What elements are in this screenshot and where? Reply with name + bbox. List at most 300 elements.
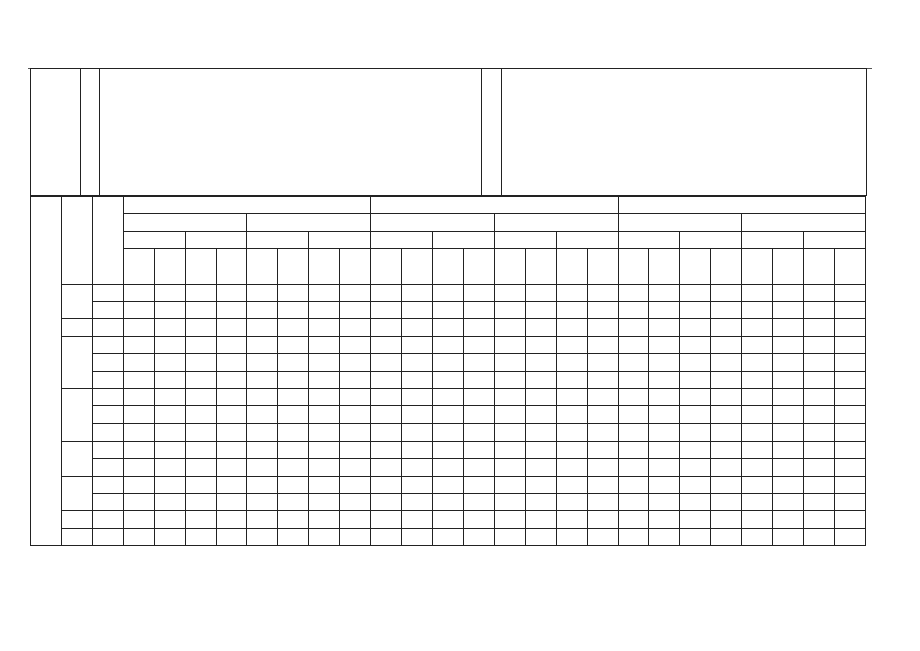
grade-entry-cell[interactable] xyxy=(278,319,309,337)
grade-entry-cell[interactable] xyxy=(834,354,865,372)
grade-entry-cell[interactable] xyxy=(463,319,494,337)
grade-entry-cell[interactable] xyxy=(247,459,278,477)
grade-entry-cell[interactable] xyxy=(742,424,773,442)
grade-entry-cell[interactable] xyxy=(587,442,618,459)
grade-entry-cell[interactable] xyxy=(278,494,309,511)
grade-entry-cell[interactable] xyxy=(123,285,154,302)
grade-entry-cell[interactable] xyxy=(340,511,371,529)
grade-entry-cell[interactable] xyxy=(432,372,463,389)
grade-entry-cell[interactable] xyxy=(587,389,618,406)
grade-entry-cell[interactable] xyxy=(216,459,247,477)
grade-entry-cell[interactable] xyxy=(463,511,494,529)
grade-entry-cell[interactable] xyxy=(525,424,556,442)
grade-entry-cell[interactable] xyxy=(649,494,680,511)
grade-entry-cell[interactable] xyxy=(247,511,278,529)
grade-entry-cell[interactable] xyxy=(154,477,185,494)
grade-entry-cell[interactable] xyxy=(185,337,216,354)
grade-entry-cell[interactable] xyxy=(494,406,525,424)
grade-entry-cell[interactable] xyxy=(680,442,711,459)
grade-entry-cell[interactable] xyxy=(432,477,463,494)
grade-entry-cell[interactable] xyxy=(494,442,525,459)
grade-entry-cell[interactable] xyxy=(432,442,463,459)
grade-entry-cell[interactable] xyxy=(278,529,309,546)
grade-entry-cell[interactable] xyxy=(525,372,556,389)
grade-entry-cell[interactable] xyxy=(742,442,773,459)
grade-entry-cell[interactable] xyxy=(494,494,525,511)
grade-entry-cell[interactable] xyxy=(618,285,649,302)
grade-entry-cell[interactable] xyxy=(247,529,278,546)
grade-entry-cell[interactable] xyxy=(216,319,247,337)
grade-entry-cell[interactable] xyxy=(340,529,371,546)
grade-entry-cell[interactable] xyxy=(278,442,309,459)
grade-entry-cell[interactable] xyxy=(278,302,309,319)
grade-entry-cell[interactable] xyxy=(340,389,371,406)
grade-entry-cell[interactable] xyxy=(834,302,865,319)
grade-entry-cell[interactable] xyxy=(711,424,742,442)
grade-entry-cell[interactable] xyxy=(742,494,773,511)
grade-entry-cell[interactable] xyxy=(216,389,247,406)
grade-entry-cell[interactable] xyxy=(402,529,433,546)
grade-entry-cell[interactable] xyxy=(123,529,154,546)
grade-entry-cell[interactable] xyxy=(649,372,680,389)
grade-entry-cell[interactable] xyxy=(247,389,278,406)
grade-entry-cell[interactable] xyxy=(680,511,711,529)
grade-entry-cell[interactable] xyxy=(216,424,247,442)
grade-entry-cell[interactable] xyxy=(247,494,278,511)
grade-entry-cell[interactable] xyxy=(773,442,804,459)
grade-entry-cell[interactable] xyxy=(711,442,742,459)
grade-entry-cell[interactable] xyxy=(556,389,587,406)
grade-entry-cell[interactable] xyxy=(340,406,371,424)
grade-entry-cell[interactable] xyxy=(618,494,649,511)
grade-entry-cell[interactable] xyxy=(123,302,154,319)
grade-entry-cell[interactable] xyxy=(463,372,494,389)
grade-entry-cell[interactable] xyxy=(742,511,773,529)
grade-entry-cell[interactable] xyxy=(309,477,340,494)
grade-entry-cell[interactable] xyxy=(402,285,433,302)
grade-entry-cell[interactable] xyxy=(773,337,804,354)
grade-entry-cell[interactable] xyxy=(309,494,340,511)
grade-entry-cell[interactable] xyxy=(278,372,309,389)
grade-entry-cell[interactable] xyxy=(371,406,402,424)
grade-entry-cell[interactable] xyxy=(340,459,371,477)
grade-entry-cell[interactable] xyxy=(834,389,865,406)
grade-entry-cell[interactable] xyxy=(742,354,773,372)
grade-entry-cell[interactable] xyxy=(742,319,773,337)
grade-entry-cell[interactable] xyxy=(494,477,525,494)
grade-entry-cell[interactable] xyxy=(432,285,463,302)
grade-entry-cell[interactable] xyxy=(494,389,525,406)
grade-entry-cell[interactable] xyxy=(525,477,556,494)
grade-entry-cell[interactable] xyxy=(773,389,804,406)
grade-entry-cell[interactable] xyxy=(834,511,865,529)
grade-entry-cell[interactable] xyxy=(587,477,618,494)
grade-entry-cell[interactable] xyxy=(402,477,433,494)
grade-entry-cell[interactable] xyxy=(525,319,556,337)
grade-entry-cell[interactable] xyxy=(463,424,494,442)
grade-entry-cell[interactable] xyxy=(525,442,556,459)
grade-entry-cell[interactable] xyxy=(618,354,649,372)
grade-entry-cell[interactable] xyxy=(123,354,154,372)
grade-entry-cell[interactable] xyxy=(649,406,680,424)
grade-entry-cell[interactable] xyxy=(680,319,711,337)
grade-entry-cell[interactable] xyxy=(154,389,185,406)
grade-entry-cell[interactable] xyxy=(154,529,185,546)
grade-entry-cell[interactable] xyxy=(649,424,680,442)
grade-entry-cell[interactable] xyxy=(371,372,402,389)
grade-entry-cell[interactable] xyxy=(123,459,154,477)
grade-entry-cell[interactable] xyxy=(525,337,556,354)
grade-entry-cell[interactable] xyxy=(556,319,587,337)
grade-entry-cell[interactable] xyxy=(185,406,216,424)
grade-entry-cell[interactable] xyxy=(278,477,309,494)
grade-entry-cell[interactable] xyxy=(587,424,618,442)
grade-entry-cell[interactable] xyxy=(711,459,742,477)
grade-entry-cell[interactable] xyxy=(247,285,278,302)
grade-entry-cell[interactable] xyxy=(618,442,649,459)
grade-entry-cell[interactable] xyxy=(432,424,463,442)
grade-entry-cell[interactable] xyxy=(154,424,185,442)
grade-entry-cell[interactable] xyxy=(154,372,185,389)
grade-entry-cell[interactable] xyxy=(587,494,618,511)
grade-entry-cell[interactable] xyxy=(371,477,402,494)
grade-entry-cell[interactable] xyxy=(216,285,247,302)
grade-entry-cell[interactable] xyxy=(463,389,494,406)
grade-entry-cell[interactable] xyxy=(587,285,618,302)
grade-entry-cell[interactable] xyxy=(649,511,680,529)
grade-entry-cell[interactable] xyxy=(463,494,494,511)
grade-entry-cell[interactable] xyxy=(123,477,154,494)
grade-entry-cell[interactable] xyxy=(834,406,865,424)
grade-entry-cell[interactable] xyxy=(216,442,247,459)
grade-entry-cell[interactable] xyxy=(371,337,402,354)
grade-entry-cell[interactable] xyxy=(371,424,402,442)
grade-entry-cell[interactable] xyxy=(154,319,185,337)
grade-entry-cell[interactable] xyxy=(278,511,309,529)
grade-entry-cell[interactable] xyxy=(463,442,494,459)
grade-entry-cell[interactable] xyxy=(711,529,742,546)
grade-entry-cell[interactable] xyxy=(278,389,309,406)
grade-entry-cell[interactable] xyxy=(804,424,835,442)
grade-entry-cell[interactable] xyxy=(402,424,433,442)
grade-entry-cell[interactable] xyxy=(216,529,247,546)
grade-entry-cell[interactable] xyxy=(649,337,680,354)
grade-entry-cell[interactable] xyxy=(680,337,711,354)
grade-entry-cell[interactable] xyxy=(371,494,402,511)
grade-entry-cell[interactable] xyxy=(278,337,309,354)
grade-entry-cell[interactable] xyxy=(185,285,216,302)
grade-entry-cell[interactable] xyxy=(340,302,371,319)
grade-entry-cell[interactable] xyxy=(247,406,278,424)
grade-entry-cell[interactable] xyxy=(185,494,216,511)
grade-entry-cell[interactable] xyxy=(556,494,587,511)
grade-entry-cell[interactable] xyxy=(556,459,587,477)
grade-entry-cell[interactable] xyxy=(185,319,216,337)
grade-entry-cell[interactable] xyxy=(432,459,463,477)
grade-entry-cell[interactable] xyxy=(463,477,494,494)
grade-entry-cell[interactable] xyxy=(618,319,649,337)
grade-entry-cell[interactable] xyxy=(123,442,154,459)
grade-entry-cell[interactable] xyxy=(525,494,556,511)
grade-entry-cell[interactable] xyxy=(711,372,742,389)
grade-entry-cell[interactable] xyxy=(711,477,742,494)
grade-entry-cell[interactable] xyxy=(309,459,340,477)
grade-entry-cell[interactable] xyxy=(340,442,371,459)
grade-entry-cell[interactable] xyxy=(309,337,340,354)
grade-entry-cell[interactable] xyxy=(618,406,649,424)
grade-entry-cell[interactable] xyxy=(216,406,247,424)
grade-entry-cell[interactable] xyxy=(216,372,247,389)
grade-entry-cell[interactable] xyxy=(680,302,711,319)
grade-entry-cell[interactable] xyxy=(216,511,247,529)
grade-entry-cell[interactable] xyxy=(278,354,309,372)
grade-entry-cell[interactable] xyxy=(711,389,742,406)
grade-entry-cell[interactable] xyxy=(556,511,587,529)
grade-entry-cell[interactable] xyxy=(618,459,649,477)
grade-entry-cell[interactable] xyxy=(494,511,525,529)
grade-entry-cell[interactable] xyxy=(773,494,804,511)
grade-entry-cell[interactable] xyxy=(494,302,525,319)
grade-entry-cell[interactable] xyxy=(463,285,494,302)
grade-entry-cell[interactable] xyxy=(680,285,711,302)
grade-entry-cell[interactable] xyxy=(773,529,804,546)
grade-entry-cell[interactable] xyxy=(154,442,185,459)
grade-entry-cell[interactable] xyxy=(711,406,742,424)
grade-entry-cell[interactable] xyxy=(432,302,463,319)
grade-entry-cell[interactable] xyxy=(278,459,309,477)
grade-entry-cell[interactable] xyxy=(834,424,865,442)
grade-entry-cell[interactable] xyxy=(834,477,865,494)
grade-entry-cell[interactable] xyxy=(525,459,556,477)
grade-entry-cell[interactable] xyxy=(680,477,711,494)
grade-entry-cell[interactable] xyxy=(185,511,216,529)
grade-entry-cell[interactable] xyxy=(804,337,835,354)
grade-entry-cell[interactable] xyxy=(432,389,463,406)
grade-entry-cell[interactable] xyxy=(711,285,742,302)
grade-entry-cell[interactable] xyxy=(804,354,835,372)
grade-entry-cell[interactable] xyxy=(340,494,371,511)
grade-entry-cell[interactable] xyxy=(432,406,463,424)
grade-entry-cell[interactable] xyxy=(154,494,185,511)
grade-entry-cell[interactable] xyxy=(834,442,865,459)
grade-entry-cell[interactable] xyxy=(402,319,433,337)
grade-entry-cell[interactable] xyxy=(680,424,711,442)
grade-entry-cell[interactable] xyxy=(402,442,433,459)
grade-entry-cell[interactable] xyxy=(711,511,742,529)
grade-entry-cell[interactable] xyxy=(154,337,185,354)
grade-entry-cell[interactable] xyxy=(340,424,371,442)
grade-entry-cell[interactable] xyxy=(587,372,618,389)
grade-entry-cell[interactable] xyxy=(556,529,587,546)
grade-entry-cell[interactable] xyxy=(804,494,835,511)
grade-entry-cell[interactable] xyxy=(649,285,680,302)
grade-entry-cell[interactable] xyxy=(154,354,185,372)
grade-entry-cell[interactable] xyxy=(309,389,340,406)
grade-entry-cell[interactable] xyxy=(123,424,154,442)
grade-entry-cell[interactable] xyxy=(525,302,556,319)
grade-entry-cell[interactable] xyxy=(742,372,773,389)
grade-entry-cell[interactable] xyxy=(402,337,433,354)
grade-entry-cell[interactable] xyxy=(618,511,649,529)
graduation-eval-field[interactable] xyxy=(502,69,867,196)
grade-entry-cell[interactable] xyxy=(371,354,402,372)
grade-entry-cell[interactable] xyxy=(742,389,773,406)
grade-entry-cell[interactable] xyxy=(649,354,680,372)
grade-entry-cell[interactable] xyxy=(494,459,525,477)
grade-entry-cell[interactable] xyxy=(123,372,154,389)
grade-entry-cell[interactable] xyxy=(463,459,494,477)
grade-entry-cell[interactable] xyxy=(680,459,711,477)
grade-entry-cell[interactable] xyxy=(185,354,216,372)
grade-entry-cell[interactable] xyxy=(587,459,618,477)
grade-entry-cell[interactable] xyxy=(154,406,185,424)
grade-entry-cell[interactable] xyxy=(371,319,402,337)
grade-entry-cell[interactable] xyxy=(618,302,649,319)
grade-entry-cell[interactable] xyxy=(402,354,433,372)
grade-entry-cell[interactable] xyxy=(834,459,865,477)
grade-entry-cell[interactable] xyxy=(649,459,680,477)
grade-entry-cell[interactable] xyxy=(123,319,154,337)
grade-entry-cell[interactable] xyxy=(371,285,402,302)
grade-entry-cell[interactable] xyxy=(773,285,804,302)
grade-entry-cell[interactable] xyxy=(618,529,649,546)
grade-entry-cell[interactable] xyxy=(711,337,742,354)
grade-entry-cell[interactable] xyxy=(742,337,773,354)
grade-entry-cell[interactable] xyxy=(587,337,618,354)
grade-entry-cell[interactable] xyxy=(432,529,463,546)
grade-entry-cell[interactable] xyxy=(773,424,804,442)
grade-entry-cell[interactable] xyxy=(773,302,804,319)
grade-entry-cell[interactable] xyxy=(711,354,742,372)
grade-entry-cell[interactable] xyxy=(649,302,680,319)
grade-entry-cell[interactable] xyxy=(525,389,556,406)
grade-entry-cell[interactable] xyxy=(402,406,433,424)
grade-entry-cell[interactable] xyxy=(309,302,340,319)
grade-entry-cell[interactable] xyxy=(742,285,773,302)
grade-entry-cell[interactable] xyxy=(216,477,247,494)
grade-entry-cell[interactable] xyxy=(804,459,835,477)
grade-entry-cell[interactable] xyxy=(463,337,494,354)
grade-entry-cell[interactable] xyxy=(402,459,433,477)
grade-entry-cell[interactable] xyxy=(247,302,278,319)
grade-entry-cell[interactable] xyxy=(371,389,402,406)
grade-entry-cell[interactable] xyxy=(804,302,835,319)
grade-entry-cell[interactable] xyxy=(556,285,587,302)
grade-entry-cell[interactable] xyxy=(309,406,340,424)
grade-entry-cell[interactable] xyxy=(494,285,525,302)
grade-entry-cell[interactable] xyxy=(309,372,340,389)
grade-entry-cell[interactable] xyxy=(804,529,835,546)
grade-entry-cell[interactable] xyxy=(154,302,185,319)
grade-entry-cell[interactable] xyxy=(834,285,865,302)
grade-entry-cell[interactable] xyxy=(123,389,154,406)
grade-entry-cell[interactable] xyxy=(618,389,649,406)
grade-entry-cell[interactable] xyxy=(247,337,278,354)
grade-entry-cell[interactable] xyxy=(680,389,711,406)
grade-entry-cell[interactable] xyxy=(494,424,525,442)
grade-entry-cell[interactable] xyxy=(649,477,680,494)
grade-entry-cell[interactable] xyxy=(804,285,835,302)
grade-entry-cell[interactable] xyxy=(834,529,865,546)
grade-entry-cell[interactable] xyxy=(649,442,680,459)
grade-entry-cell[interactable] xyxy=(247,372,278,389)
grade-entry-cell[interactable] xyxy=(371,529,402,546)
grade-entry-cell[interactable] xyxy=(340,337,371,354)
grade-entry-cell[interactable] xyxy=(834,494,865,511)
grade-entry-cell[interactable] xyxy=(247,354,278,372)
grade-entry-cell[interactable] xyxy=(123,511,154,529)
grade-entry-cell[interactable] xyxy=(834,319,865,337)
grade-entry-cell[interactable] xyxy=(463,302,494,319)
grade-entry-cell[interactable] xyxy=(773,406,804,424)
grade-entry-cell[interactable] xyxy=(123,337,154,354)
grade-entry-cell[interactable] xyxy=(309,442,340,459)
grade-entry-cell[interactable] xyxy=(402,511,433,529)
grade-entry-cell[interactable] xyxy=(278,424,309,442)
grade-entry-cell[interactable] xyxy=(463,406,494,424)
grade-entry-cell[interactable] xyxy=(587,406,618,424)
grade-entry-cell[interactable] xyxy=(773,319,804,337)
grade-entry-cell[interactable] xyxy=(494,337,525,354)
grade-entry-cell[interactable] xyxy=(773,511,804,529)
grade-entry-cell[interactable] xyxy=(556,424,587,442)
grade-entry-cell[interactable] xyxy=(309,319,340,337)
grade-entry-cell[interactable] xyxy=(680,354,711,372)
grade-entry-cell[interactable] xyxy=(340,477,371,494)
grade-entry-cell[interactable] xyxy=(216,494,247,511)
grade-entry-cell[interactable] xyxy=(185,529,216,546)
grade-entry-cell[interactable] xyxy=(587,529,618,546)
grade-entry-cell[interactable] xyxy=(185,424,216,442)
grade-entry-cell[interactable] xyxy=(494,372,525,389)
grade-entry-cell[interactable] xyxy=(834,372,865,389)
grade-entry-cell[interactable] xyxy=(340,319,371,337)
grade-entry-cell[interactable] xyxy=(494,319,525,337)
grade-entry-cell[interactable] xyxy=(278,285,309,302)
grade-entry-cell[interactable] xyxy=(618,337,649,354)
grade-entry-cell[interactable] xyxy=(649,319,680,337)
grade-entry-cell[interactable] xyxy=(154,511,185,529)
grade-entry-cell[interactable] xyxy=(525,285,556,302)
grade-entry-cell[interactable] xyxy=(216,302,247,319)
grade-entry-cell[interactable] xyxy=(185,302,216,319)
grade-entry-cell[interactable] xyxy=(371,302,402,319)
grade-entry-cell[interactable] xyxy=(278,406,309,424)
grade-entry-cell[interactable] xyxy=(432,494,463,511)
grade-entry-cell[interactable] xyxy=(340,372,371,389)
grade-entry-cell[interactable] xyxy=(773,477,804,494)
grade-entry-cell[interactable] xyxy=(309,354,340,372)
grade-entry-cell[interactable] xyxy=(834,337,865,354)
grade-entry-cell[interactable] xyxy=(216,354,247,372)
grade-entry-cell[interactable] xyxy=(185,477,216,494)
grade-entry-cell[interactable] xyxy=(185,372,216,389)
grade-entry-cell[interactable] xyxy=(185,442,216,459)
grade-entry-cell[interactable] xyxy=(123,406,154,424)
cert-materials-field[interactable] xyxy=(100,69,482,196)
grade-entry-cell[interactable] xyxy=(402,494,433,511)
grade-entry-cell[interactable] xyxy=(402,372,433,389)
grade-entry-cell[interactable] xyxy=(247,424,278,442)
grade-entry-cell[interactable] xyxy=(680,406,711,424)
grade-entry-cell[interactable] xyxy=(804,389,835,406)
grade-entry-cell[interactable] xyxy=(804,406,835,424)
grade-entry-cell[interactable] xyxy=(402,389,433,406)
grade-entry-cell[interactable] xyxy=(680,372,711,389)
grade-entry-cell[interactable] xyxy=(525,406,556,424)
grade-entry-cell[interactable] xyxy=(556,442,587,459)
grade-entry-cell[interactable] xyxy=(742,406,773,424)
